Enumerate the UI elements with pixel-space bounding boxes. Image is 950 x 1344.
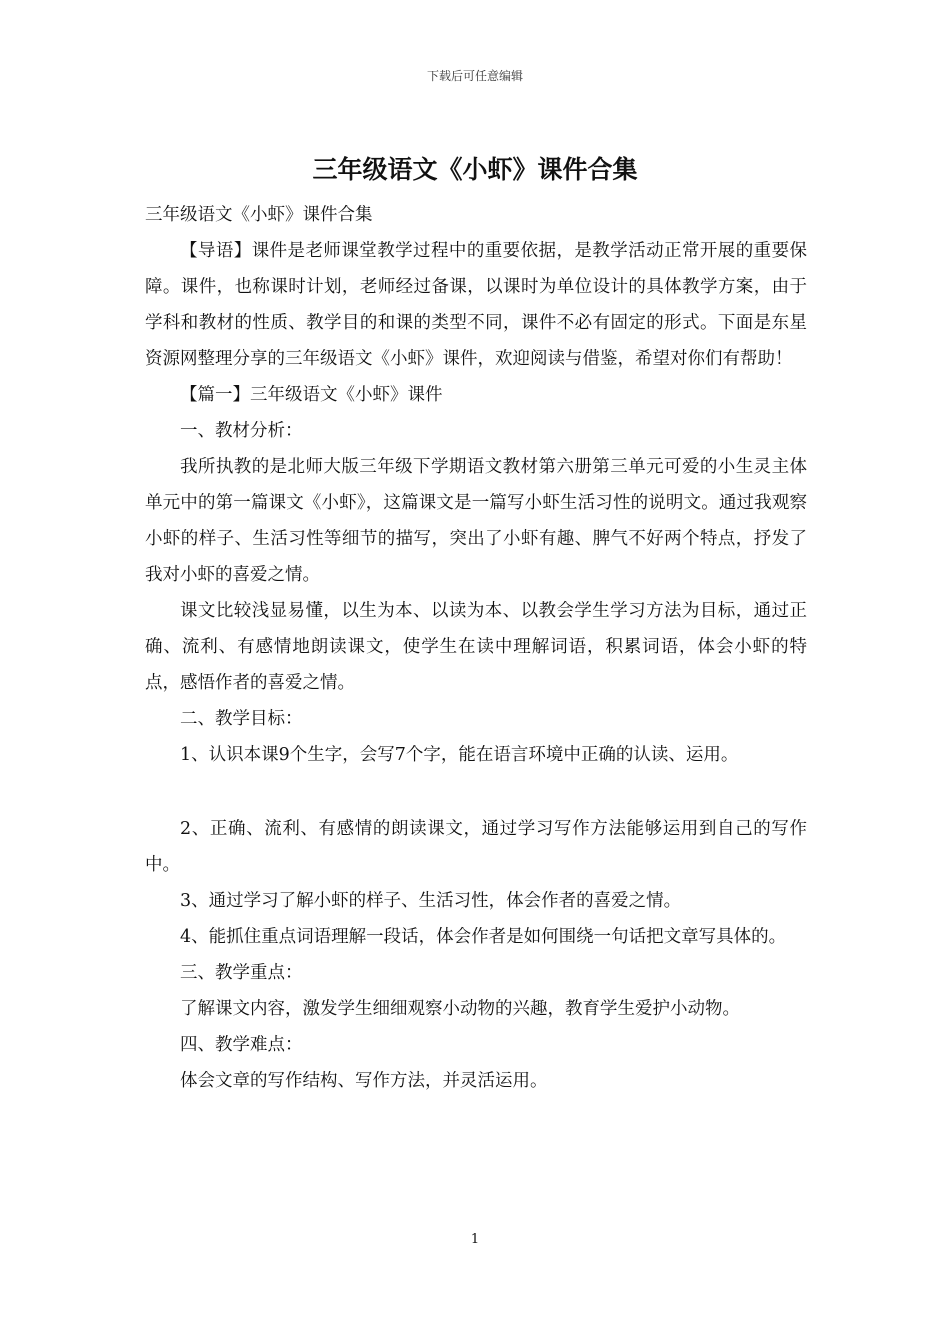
page-number: 1: [470, 1232, 480, 1247]
part3-text: 了解课文内容，激发学生细细观察小动物的兴趣，教育学生爱护小动物。: [180, 999, 740, 1019]
subtitle-line: 三年级语文《小虾》课件合集: [145, 205, 373, 225]
header-note: 下载后可任意编辑: [426, 69, 523, 83]
goal-item: 3、通过学习了解小虾的样子、生活习性，体会作者的喜爱之情。: [180, 891, 682, 911]
part1-paragraph-1: 我所执教的是北师大版三年级下学期语文教材第六册第三单元可爱的小生灵主体单元中的第一篇课文《小虾》，这篇课文是一篇写小虾生活习性的说明文。通过我观察小虾的样子、生活习性等细节的描写，突出了小虾有趣、脾气不好两个特点，抒发了我对小虾的喜爱之情。: [145, 457, 807, 585]
part1-paragraph-2: 课文比较浅显易懂，以生为本、以读为本、以教会学生学习方法为目标，通过正确、流利、有感情地朗读课文，使学生在读中理解词语，积累词语，体会小虾的特点，感悟作者的喜爱之情。: [145, 601, 807, 693]
goal-item: 4、能抓住重点词语理解一段话，体会作者是如何围绕一句话把文章写具体的。: [180, 927, 787, 947]
goal-item: 2、正确、流利、有感情的朗读课文，通过学习写作方法能够运用到自己的写作中。: [145, 819, 807, 875]
section-heading: 【篇一】三年级语文《小虾》课件: [180, 385, 443, 405]
goal-item: 1、认识本课9个生字，会写7个字，能在语言环境中正确的认读、运用。: [180, 745, 739, 765]
intro-paragraph: 【导语】课件是老师课堂教学过程中的重要依据，是教学活动正常开展的重要保障。课件，也称课时计划，老师经过备课，以课时为单位设计的具体教学方案，由于学科和教材的性质、教学目的和课的类型不同，课件不必有固定的形式。下面是东星资源网整理分享的三年级语文《小虾》课件，欢迎阅读与借鉴，希望对你们有帮助！: [145, 241, 807, 369]
part4-text: 体会文章的写作结构、写作方法，并灵活运用。: [180, 1071, 548, 1091]
part1-heading: 一、教材分析：: [180, 421, 303, 441]
part4-heading: 四、教学难点：: [180, 1035, 303, 1055]
document-body: [145, 197, 807, 1099]
part2-heading: 二、教学目标：: [180, 709, 303, 729]
page-title: 三年级语文《小虾》课件合集: [312, 155, 638, 184]
part3-heading: 三、教学重点：: [180, 963, 303, 983]
